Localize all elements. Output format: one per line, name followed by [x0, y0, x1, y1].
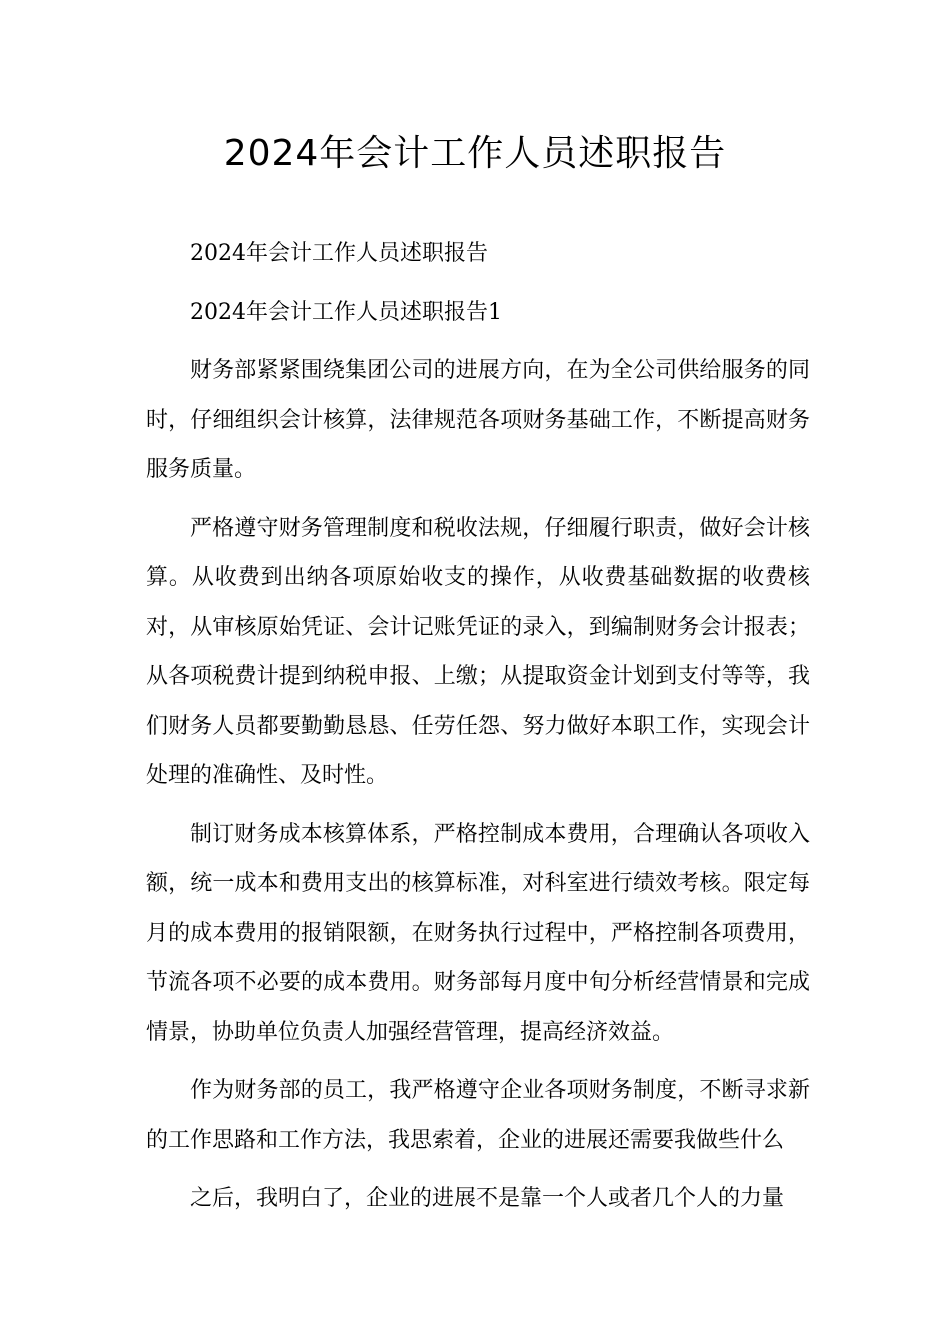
paragraph: 作为财务部的员工，我严格遵守企业各项财务制度，不断寻求新的工作思路和工作方法，我思索着，企业的进展还需要我做些什么	[146, 1078, 810, 1153]
page-title: 2024年会计工作人员述职报告	[223, 133, 727, 174]
paragraph-subtitle: 2024年会计工作人员述职报告	[190, 241, 488, 266]
paragraph-section-heading: 2024年会计工作人员述职报告1	[190, 299, 502, 325]
paragraph: 之后，我明白了，企业的进展不是靠一个人或者几个人的力量	[190, 1186, 785, 1211]
paragraph: 财务部紧紧围绕集团公司的进展方向，在为全公司供给服务的同时，仔细组织会计核算，法律规范各项财务基础工作，不断提高财务服务质量。	[146, 358, 810, 482]
paragraph: 制订财务成本核算体系，严格控制成本费用，合理确认各项收入额，统一成本和费用支出的核算标准，对科室进行绩效考核。限定每月的成本费用的报销限额，在财务执行过程中，严格控制各项费用，节流各项不必要的成本费用。财务部每月度中旬分析经营情景和完成情景，协助单位负责人加强经营管理，提高经济效益。	[146, 821, 810, 1045]
paragraph: 严格遵守财务管理制度和税收法规，仔细履行职责，做好会计核算。从收费到出纳各项原始收支的操作，从收费基础数据的收费核对，从审核原始凭证、会计记账凭证的录入，到编制财务会计报表；从各项税费计提到纳税申报、上缴；从提取资金计划到支付等等，我们财务人员都要勤勤恳恳、任劳任怨、努力做好本职工作，实现会计处理的准确性、及时性。	[146, 515, 810, 788]
document-body	[146, 229, 810, 1233]
